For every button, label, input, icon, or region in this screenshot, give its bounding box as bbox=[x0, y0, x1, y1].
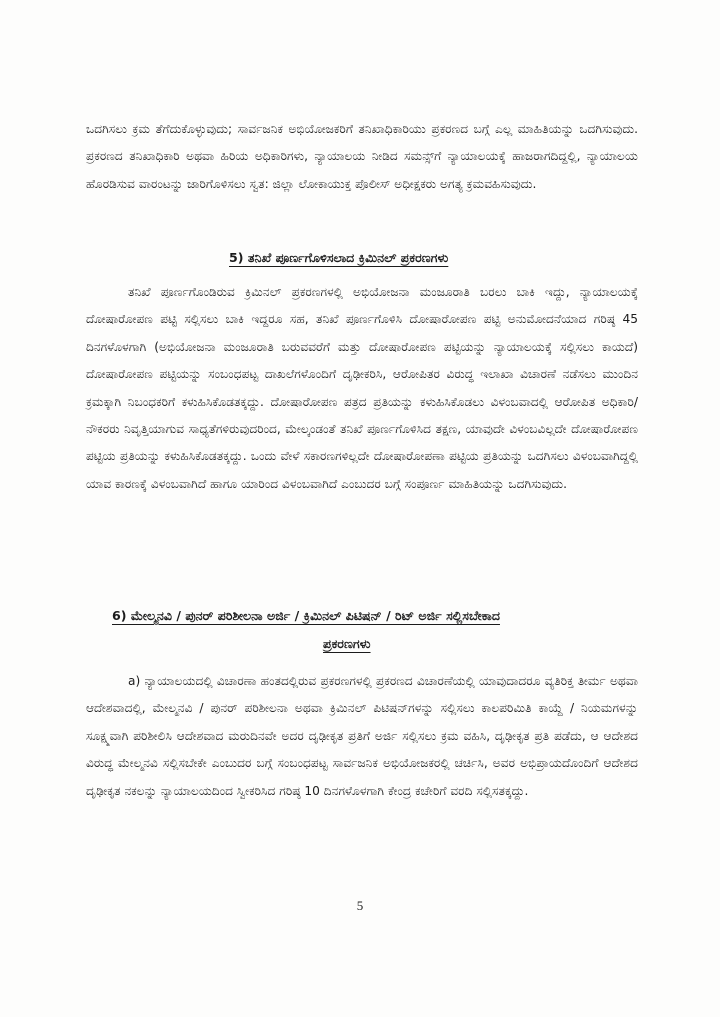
intro-paragraph: ಒದಗಿಸಲು ಕ್ರಮ ತೆಗೆದುಕೊಳ್ಳುವುದು; ಸಾರ್ವಜನಿಕ ಅಭಿಯೋಜಕರಿಗೆ ತನಿಖಾಧಿಕಾರಿಯು ಪ್ರಕರಣದ ಬಗ್ಗೆ ಎಲ್ಲ ಮಾಹಿತಿಯನ್ನು ಒದಗಿಸುವುದು. ಪ್ರಕರಣದ ತನಿಖಾಧಿಕಾರಿ ಅಥವಾ ಹಿರಿಯ ಅಧಿಕಾರಿಗಳು, ನ್ಯಾಯಾಲಯ ನೀಡಿದ ಸಮನ್ಸ್‌ಗೆ ನ್ಯಾಯಾಲಯಕ್ಕೆ ಹಾಜರಾಗದಿದ್ದಲ್ಲಿ, ನ್ಯಾಯಾಲಯ ಹೊರಡಿಸುವ ವಾರಂಟನ್ನು ಜಾರಿಗೊಳಿಸಲು ಸ್ವತ: ಜಿಲ್ಲಾ ಲೋಕಾಯುಕ್ತ ಪೊಲೀಸ್ ಅಧೀಕ್ಷಕರು ಅಗತ್ಯ ಕ್ರಮವಹಿಸುವುದು. bbox=[86, 122, 638, 191]
section-5-heading: 5) ತನಿಖೆ ಪೂರ್ಣಗೊಳಿಸಲಾದ ಕ್ರಿಮಿನಲ್ ಪ್ರಕರಣಗಳು bbox=[229, 250, 449, 265]
page-number: 5 bbox=[356, 898, 364, 913]
section-6-paragraph-block bbox=[86, 668, 638, 805]
intro-paragraph-block bbox=[86, 116, 638, 198]
section-6-paragraph: a) ನ್ಯಾಯಾಲಯದಲ್ಲಿ ವಿಚಾರಣಾ ಹಂತದಲ್ಲಿರುವ ಪ್ರಕರಣಗಳಲ್ಲಿ ಪ್ರಕರಣದ ವಿಚಾರಣೆಯಲ್ಲಿ ಯಾವುದಾದರೂ ವ್ಯತಿರಿಕ್ತ ತೀರ್ಮ ಅಥವಾ ಆದೇಶವಾದಲ್ಲಿ, ಮೇಲ್ಮನವಿ / ಪುನರ್ ಪರಿಶೀಲನಾ ಅಥವಾ ಕ್ರಿಮಿನಲ್ ಪಿಟಿಷನ್‌ಗಳನ್ನು ಸಲ್ಲಿಸಲು ಕಾಲಪರಿಮಿತಿ ಕಾಯ್ದೆ / ನಿಯಮಗಳನ್ನು ಸೂಕ್ಷ್ಮವಾಗಿ ಪರಿಶೀಲಿಸಿ ಆದೇಶವಾದ ಮರುದಿನವೇ ಅದರ ದೃಢೀಕೃತ ಪ್ರತಿಗೆ ಅರ್ಜಿ ಸಲ್ಲಿಸಲು ಕ್ರಮ ವಹಿಸಿ, ದೃಢೀಕೃತ ಪ್ರತಿ ಪಡೆದು, ಆ ಆದೇಶದ ವಿರುದ್ಧ ಮೇಲ್ಮನವಿ ಸಲ್ಲಿಸಬೇಕೇ ಎಂಬುದರ ಬಗ್ಗೆ ಸಂಬಂಧಪಟ್ಟ ಸಾರ್ವಜನಿಕ ಅಭಿಯೋಜಕರಲ್ಲಿ ಚರ್ಚಿಸಿ, ಅವರ ಅಭಿಪ್ರಾಯದೊಂದಿಗೆ ಆದೇಶದ ದೃಢೀಕೃತ ನಕಲನ್ನು ನ್ಯಾಯಾಲಯದಿಂದ ಸ್ವೀಕರಿಸಿದ ಗರಿಷ್ಠ 10 ದಿನಗಳೊಳಗಾಗಿ ಕೇಂದ್ರ ಕಚೇರಿಗೆ ವರದಿ ಸಲ್ಲಿಸತಕ್ಕದ್ದು. bbox=[86, 674, 638, 798]
section-5-paragraph: ತನಿಖೆ ಪೂರ್ಣಗೊಂಡಿರುವ ಕ್ರಿಮಿನಲ್ ಪ್ರಕರಣಗಳಲ್ಲಿ ಅಭಿಯೋಜನಾ ಮಂಜೂರಾತಿ ಬರಲು ಬಾಕಿ ಇದ್ದು, ನ್ಯಾಯಾಲಯಕ್ಕೆ ದೋಷಾರೋಪಣ ಪಟ್ಟಿ ಸಲ್ಲಿಸಲು ಬಾಕಿ ಇದ್ದರೂ ಸಹ, ತನಿಖೆ ಪೂರ್ಣಗೊಳಿಸಿ ದೋಷಾರೋಪಣ ಪಟ್ಟಿ ಅನುಮೋದನೆಯಾದ ಗರಿಷ್ಠ 45 ದಿನಗಳೊಳಗಾಗಿ (ಅಭಿಯೋಜನಾ ಮಂಜೂರಾತಿ ಬರುವವರೆಗೆ ಮತ್ತು ದೋಷಾರೋಪಣ ಪಟ್ಟಿಯನ್ನು ನ್ಯಾಯಾಲಯಕ್ಕೆ ಸಲ್ಲಿಸಲು ಕಾಯದೆ) ದೋಷಾರೋಪಣ ಪಟ್ಟಿಯನ್ನು ಸಂಬಂಧಪಟ್ಟ ದಾಖಲೆಗಳೊಂದಿಗೆ ದೃಢೀಕರಿಸಿ, ಆರೋಪಿತರ ವಿರುದ್ಧ ಇಲಾಖಾ ವಿಚಾರಣೆ ನಡೆಸಲು ಮುಂದಿನ ಕ್ರಮಕ್ಕಾಗಿ ನಿಬಂಧಕರಿಗೆ ಕಳುಹಿಸಿಕೊಡತಕ್ಕದ್ದು. ದೋಷಾರೋಪಣ ಪತ್ರದ ಪ್ರತಿಯನ್ನು ಕಳುಹಿಸಿಕೊಡಲು ವಿಳಂಬವಾದಲ್ಲಿ ಆರೋಪಿತ ಅಧಿಕಾರಿ/ನೌಕರರು ನಿವೃತ್ತಿಯಾಗುವ ಸಾಧ್ಯತೆಗಳಿರುವುದರಿಂದ, ಮೇಲ್ಕಂಡಂತೆ ತನಿಖೆ ಪೂರ್ಣಗೊಳಿಸಿದ ತಕ್ಷಣ, ಯಾವುದೇ ವಿಳಂಬವಿಲ್ಲದೇ ದೋಷಾರೋಪಣ ಪಟ್ಟಿಯ ಪ್ರತಿಯನ್ನು ಕಳುಹಿಸಿಕೊಡತಕ್ಕದ್ದು. ಒಂದು ವೇಳೆ ಸಕಾರಣಗಳಿಲ್ಲದೇ ದೋಷಾರೋಪಣಾ ಪಟ್ಟಿಯ ಪ್ರತಿಯನ್ನು ಒದಗಿಸಲು ವಿಳಂಬವಾಗಿದ್ದಲ್ಲಿ ಯಾವ ಕಾರಣಕ್ಕೆ ವಿಳಂಬವಾಗಿದೆ ಹಾಗೂ ಯಾರಿಂದ ವಿಳಂಬವಾಗಿದೆ ಎಂಬುದರ ಬಗ್ಗೆ ಸಂಪೂರ್ಣ ಮಾಹಿತಿಯನ್ನು ಒದಗಿಸುವುದು. bbox=[86, 285, 638, 491]
section-6-heading: 6) ಮೇಲ್ಮನವಿ / ಪುನರ್ ಪರಿಶೀಲನಾ ಅರ್ಜಿ / ಕ್ರಿಮಿನಲ್ ಪಿಟಿಷನ್ / ರಿಟ್ ಅರ್ಜಿ ಸಲ್ಲಿಸಬೇಕಾದ bbox=[112, 608, 500, 623]
section-6-heading-continued: ಪ್ರಕರಣಗಳು bbox=[323, 636, 371, 651]
section-5-paragraph-block bbox=[86, 279, 638, 498]
